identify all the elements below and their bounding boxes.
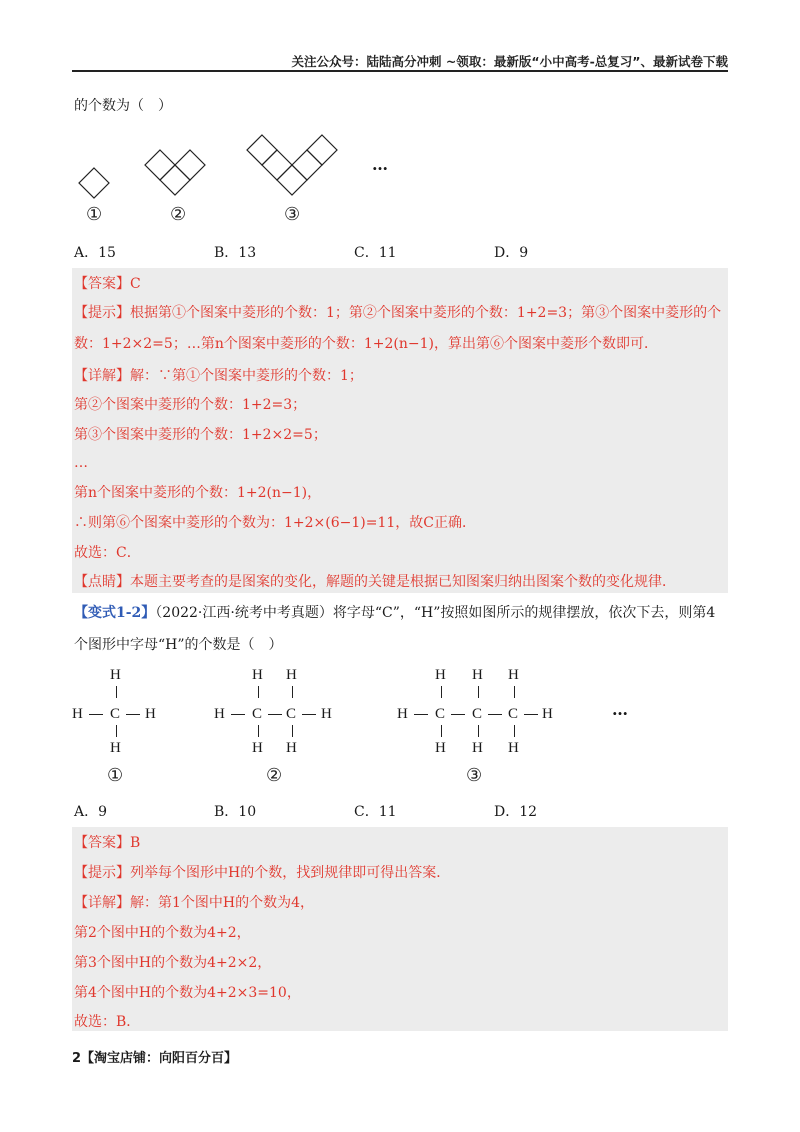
a2-detail-text-1: 解：第1个图中H的个数为4， — [130, 895, 315, 911]
a2-answer-tag: 【答案】 — [74, 835, 130, 851]
bond — [116, 725, 117, 737]
a1-detail-line-2: 第②个图案中菱形的个数：1+2=3； — [74, 397, 307, 413]
atom-h: H — [110, 667, 121, 683]
a1-comment — [74, 572, 676, 592]
q2-stem-text-1: （2022·江西·统考中考真题）将字母“C”，“H”按照如图所示的规律摆放，依次下去，则第4 — [155, 605, 716, 621]
a1-detail-line-6: ∴则第⑥个图案中菱形的个数为：1+2×(6−1)=11，故C正确． — [74, 515, 476, 531]
rhombus-pattern-figure — [70, 130, 400, 210]
q1-choice-b: B．13 — [214, 245, 257, 261]
bond — [258, 725, 259, 737]
atom-h: H — [508, 740, 519, 756]
atom-h: H — [286, 667, 297, 683]
q1-ellipsis: … — [372, 155, 389, 174]
atom-c: C — [508, 706, 519, 722]
q2-choice-c: C．11 — [354, 804, 397, 820]
atom-h: H — [252, 740, 263, 756]
q2-ellipsis: … — [612, 700, 629, 719]
a1-detail-tag: 【详解】 — [74, 368, 130, 384]
a2-detail-line-4: 第4个图中H的个数为4+2×3=10， — [74, 985, 301, 1001]
atom-h: H — [72, 706, 83, 722]
page-header: 关注公众号：陆陆高分冲刺 ~领取：最新版“小中高考-总复习”、最新试卷下载 — [291, 54, 728, 69]
q1-figure-label-2: ② — [170, 204, 187, 225]
q1-choice-c: C．11 — [354, 245, 397, 261]
q1-choice-d: D．9 — [494, 245, 529, 261]
bond — [478, 686, 479, 698]
atom-h: H — [397, 706, 408, 722]
atom-h: H — [214, 706, 225, 722]
q2-stem-line-1 — [74, 603, 715, 623]
rhombus-figure-3 — [247, 135, 337, 195]
a1-answer — [74, 274, 141, 294]
bond — [302, 714, 316, 715]
bond — [524, 714, 538, 715]
atom-h: H — [110, 740, 121, 756]
bond — [89, 714, 103, 715]
atom-h: H — [542, 706, 553, 722]
q2-figure-label-3: ③ — [466, 765, 483, 786]
a1-detail-line-7: 故选：C． — [74, 545, 141, 561]
bond — [231, 714, 245, 715]
atom-h: H — [286, 740, 297, 756]
q2-choice-a: A．9 — [74, 804, 108, 820]
q2-choice-b: B．10 — [214, 804, 257, 820]
bond — [514, 686, 515, 698]
atom-h: H — [321, 706, 332, 722]
a1-comment-text: 本题主要考查的是图案的变化，解题的关键是根据已知图案归纳出图案个数的变化规律． — [130, 574, 676, 590]
a1-answer-value: C — [130, 276, 141, 292]
a1-hint-text-1: 根据第①个图案中菱形的个数：1；第②个图案中菱形的个数：1+2=3；第③个图案中菱形的个 — [130, 305, 722, 321]
bond — [441, 686, 442, 698]
a1-detail-line-4: … — [74, 455, 88, 471]
a2-detail-line-2: 第2个图中H的个数为4+2， — [74, 925, 251, 941]
q2-stem-line-2: 个图形中字母“H”的个数是（ ） — [74, 637, 283, 653]
bond — [414, 714, 428, 715]
bond — [116, 686, 117, 698]
bond — [441, 725, 442, 737]
header-rule — [72, 70, 728, 72]
bond — [258, 686, 259, 698]
atom-c: C — [286, 706, 297, 722]
page-footer: 2【淘宝店铺：向阳百分百】 — [72, 1051, 238, 1066]
bond — [478, 725, 479, 737]
q2-figure-label-1: ① — [107, 765, 124, 786]
bond — [488, 714, 502, 715]
atom-c: C — [472, 706, 483, 722]
a2-detail-line-1 — [74, 893, 314, 913]
q2-choice-d: D．12 — [494, 804, 538, 820]
q2-figure-label-2: ② — [266, 765, 283, 786]
bond — [292, 686, 293, 698]
atom-h: H — [472, 740, 483, 756]
rhombus-figure-1 — [79, 168, 109, 198]
bond — [514, 725, 515, 737]
a2-detail-line-3: 第3个图中H的个数为4+2×2， — [74, 955, 272, 971]
a1-detail-line-3: 第③个图案中菱形的个数：1+2×2=5； — [74, 427, 327, 443]
atom-h: H — [508, 667, 519, 683]
a1-comment-tag: 【点睛】 — [74, 574, 130, 590]
a1-hint-tag: 【提示】 — [74, 305, 130, 321]
atom-h: H — [252, 667, 263, 683]
a2-answer — [74, 833, 140, 853]
a2-detail-tag: 【详解】 — [74, 895, 130, 911]
atom-c: C — [110, 706, 121, 722]
bond — [126, 714, 140, 715]
bond — [292, 725, 293, 737]
a1-detail-line-1 — [74, 366, 363, 386]
a1-hint-line-2: 数：1+2×2=5；…第n个图案中菱形的个数：1+2(n−1)，算出第⑥个图案中菱形个数即可． — [74, 336, 658, 352]
q1-choice-a: A．15 — [74, 245, 116, 261]
a1-detail-text-1: 解：∵第①个图案中菱形的个数：1； — [130, 368, 363, 384]
a1-answer-tag: 【答案】 — [74, 276, 130, 292]
a2-hint-tag: 【提示】 — [74, 865, 130, 881]
atom-h: H — [472, 667, 483, 683]
q1-figure-label-3: ③ — [284, 204, 301, 225]
atom-h: H — [145, 706, 156, 722]
q2-variant-tag: 【变式1-2】 — [74, 605, 156, 621]
a2-hint-text: 列举每个图形中H的个数，找到规律即可得出答案． — [130, 865, 451, 881]
a2-answer-value: B — [130, 835, 141, 851]
bond — [451, 714, 465, 715]
rhombus-figure-2 — [145, 150, 205, 195]
atom-h: H — [435, 667, 446, 683]
a1-detail-line-5: 第n个图案中菱形的个数：1+2(n−1)， — [74, 485, 322, 501]
q1-stem: 的个数为（ ） — [74, 98, 172, 114]
bond — [268, 714, 282, 715]
atom-c: C — [252, 706, 263, 722]
q1-figure-label-1: ① — [86, 204, 103, 225]
a1-hint-line-1 — [74, 303, 721, 323]
atom-c: C — [435, 706, 446, 722]
a2-hint — [74, 863, 450, 883]
a2-detail-line-5: 故选：B． — [74, 1014, 141, 1030]
atom-h: H — [435, 740, 446, 756]
